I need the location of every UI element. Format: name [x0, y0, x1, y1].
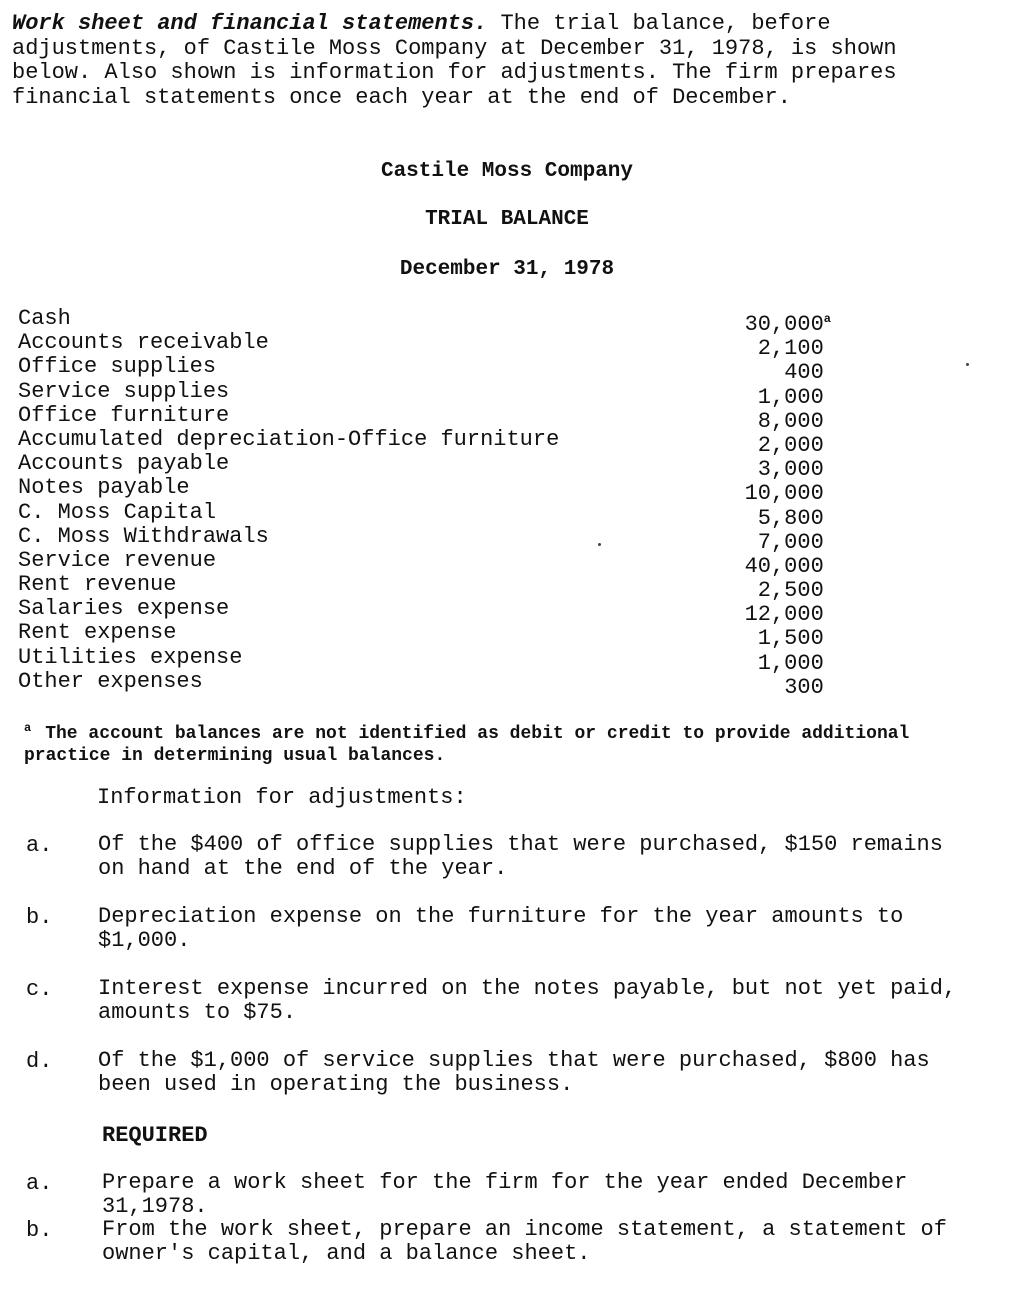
item-mark: a. — [26, 833, 53, 858]
amount-value: 400 — [784, 360, 824, 386]
account-name: Notes payable — [18, 475, 190, 501]
company-name: Castile Moss Company — [380, 160, 634, 183]
item-mark: b. — [26, 1218, 53, 1243]
statement-date: December 31, 1978 — [399, 258, 615, 281]
account-amount — [745, 404, 831, 434]
account-amount — [744, 597, 831, 628]
footnote-mark: a — [24, 721, 32, 735]
account-amount — [745, 501, 831, 531]
account-amount — [744, 476, 831, 507]
amount-value: 2,000 — [757, 432, 824, 458]
item-mark: a. — [26, 1171, 53, 1196]
amount-value: 3,000 — [757, 457, 824, 483]
intro-lead: Work sheet and financial statements. — [12, 11, 488, 36]
account-amount — [745, 646, 831, 676]
account-name: Accounts payable — [18, 451, 230, 477]
account-name: Accumulated depreciation-Office furniture — [18, 426, 560, 452]
item-mark: b. — [26, 905, 53, 930]
account-name: Accounts receivable — [18, 330, 269, 356]
account-amount — [745, 380, 831, 410]
amount-value: 40,000 — [744, 553, 824, 579]
amount-value: 8,000 — [757, 408, 824, 434]
account-amount — [745, 621, 831, 652]
account-name: Other expenses — [18, 668, 203, 694]
intro-paragraph — [12, 12, 1002, 110]
account-name: Utilities expense — [18, 644, 243, 670]
amount-value: 7,000 — [757, 529, 824, 555]
account-amount — [744, 307, 831, 337]
amount-value: 1,000 — [757, 384, 824, 410]
item-text: Interest expense incurred on the notes payable, but not yet paid, amounts to $75. — [98, 976, 957, 1025]
required-heading: REQUIRED — [102, 1123, 208, 1148]
account-name: Office supplies — [18, 354, 217, 380]
scan-speck — [598, 543, 601, 546]
amount-value: 12,000 — [744, 602, 824, 628]
account-amounts — [744, 307, 831, 700]
item-text: Of the $1,000 of service supplies that were purchased, $800 has been used in operating the business. — [98, 1048, 930, 1097]
amount-value: 10,000 — [744, 481, 824, 507]
scan-speck — [966, 363, 969, 366]
amount-value: 2,500 — [757, 578, 824, 604]
adjustments-heading: Information for adjustments: — [97, 785, 467, 810]
account-name: C. Moss Withdrawals — [18, 523, 269, 549]
amount-value: 2,100 — [757, 336, 824, 362]
account-name: Rent expense — [18, 620, 177, 646]
account-name: Cash — [18, 306, 71, 331]
statement-title: TRIAL BALANCE — [425, 208, 589, 231]
account-name: C. Moss Capital — [18, 499, 217, 525]
item-text: From the work sheet, prepare an income statement, a statement of owner's capital, and a balance sheet. — [102, 1217, 947, 1266]
account-name: Rent revenue — [18, 572, 177, 598]
account-amount — [745, 573, 831, 604]
account-name: Service revenue — [18, 547, 217, 573]
footnote — [24, 717, 984, 767]
account-amount — [745, 525, 831, 555]
amount-value: 300 — [784, 674, 824, 700]
intro-text: The trial balance, before adjustments, of Castile Moss Company at December 31, 1978, is shown below. Also shown is information for adjustments. The firm prepares financial statements once each year at the end of December. — [12, 11, 897, 110]
amount-value: 1,000 — [757, 650, 824, 676]
account-names — [18, 307, 559, 694]
footnote-reference: a — [823, 312, 831, 326]
account-name: Office furniture — [18, 402, 230, 428]
amount-value: 5,800 — [757, 505, 824, 531]
account-name: Salaries expense — [18, 596, 230, 622]
amount-value: 1,500 — [757, 626, 824, 652]
item-text: Prepare a work sheet for the firm for the year ended December 31,1978. — [102, 1170, 908, 1219]
item-mark: c. — [26, 977, 53, 1002]
amount-value: 30,000 — [744, 312, 824, 337]
item-text: Of the $400 of office supplies that were purchased, $150 remains on hand at the end of the year. — [98, 832, 943, 881]
item-mark: d. — [26, 1049, 53, 1074]
account-amount — [745, 331, 831, 362]
account-amount — [745, 452, 831, 483]
item-text: Depreciation expense on the furniture for the year amounts to $1,000. — [98, 904, 904, 953]
account-amount — [745, 428, 831, 458]
account-name: Service supplies — [18, 378, 230, 404]
account-amount — [744, 549, 831, 579]
footnote-text: The account balances are not identified as debit or credit to provide additional practice in determining usual balances. — [24, 724, 910, 766]
